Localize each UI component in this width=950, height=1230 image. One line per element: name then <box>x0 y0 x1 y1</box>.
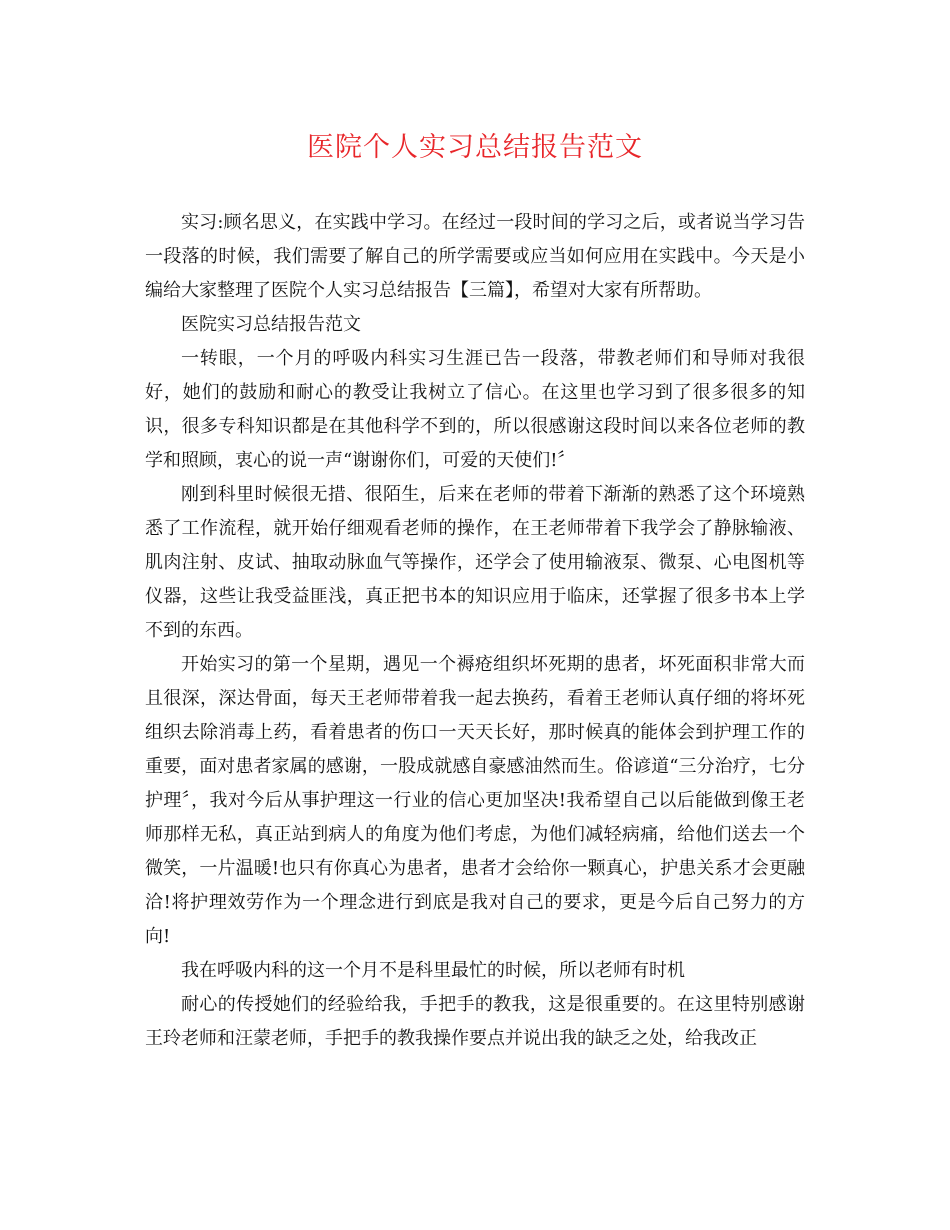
paragraph-intro: 实习:顾名思义，在实践中学习。在经过一段时间的学习之后，或者说当学习告一段落的时候，我们需要了解自己的所学需要或应当如何应用在实践中。今天是小编给大家整理了医院个人实习总结报告【三篇】，希望对大家有所帮助。 <box>145 212 805 301</box>
document-body <box>145 206 805 1056</box>
paragraph: 耐心的传授她们的经验给我，手把手的教我，这是很重要的。在这里特别感谢王玲老师和汪蒙老师，手把手的教我操作要点并说出我的缺乏之处，给我改正 <box>145 994 805 1049</box>
paragraph-subtitle: 医院实习总结报告范文 <box>181 314 361 335</box>
paragraph: 刚到科里时候很无措、很陌生，后来在老师的带着下渐渐的熟悉了这个环境熟悉了工作流程，就开始仔细观看老师的操作，在王老师带着下我学会了静脉输液、肌肉注射、皮试、抽取动脉血气等操作，还学会了使用输液泵、微泵、心电图机等仪器，这些让我受益匪浅，真正把书本的知识应用于临床，还掌握了很多书本上学不到的东西。 <box>145 484 805 641</box>
document-title: 医院个人实习总结报告范文 <box>307 132 643 163</box>
paragraph: 一转眼，一个月的呼吸内科实习生涯已告一段落，带教老师们和导师对我很好，她们的鼓励和耐心的教受让我树立了信心。在这里也学习到了很多很多的知识，很多专科知识都是在其他科学不到的，所以很感谢这段时间以来各位老师的教学和照顾，衷心的说一声“谢谢你们，可爱的天使们!〞 <box>145 348 805 471</box>
paragraph: 我在呼吸内科的这一个月不是科里最忙的时候，所以老师有时机 <box>181 960 685 981</box>
paragraph: 开始实习的第一个星期，遇见一个褥疮组织坏死期的患者，坏死面积非常大而且很深，深达骨面，每天王老师带着我一起去换药，看着王老师认真仔细的将坏死组织去除消毒上药，看着患者的伤口一天天长好，那时候真的能体会到护理工作的重要，面对患者家属的感谢，一股成就感自豪感油然而生。俗谚道“三分治疗，七分护理〞，我对今后从事护理这一行业的信心更加坚决!我希望自己以后能做到像王老师那样无私，真正站到病人的角度为他们考虑，为他们减轻病痛，给他们送去一个微笑，一片温暖!也只有你真心为患者，患者才会给你一颗真心，护患关系才会更融洽!将护理效劳作为一个理念进行到底是我对自己的要求，更是今后自己努力的方向! <box>145 654 805 947</box>
